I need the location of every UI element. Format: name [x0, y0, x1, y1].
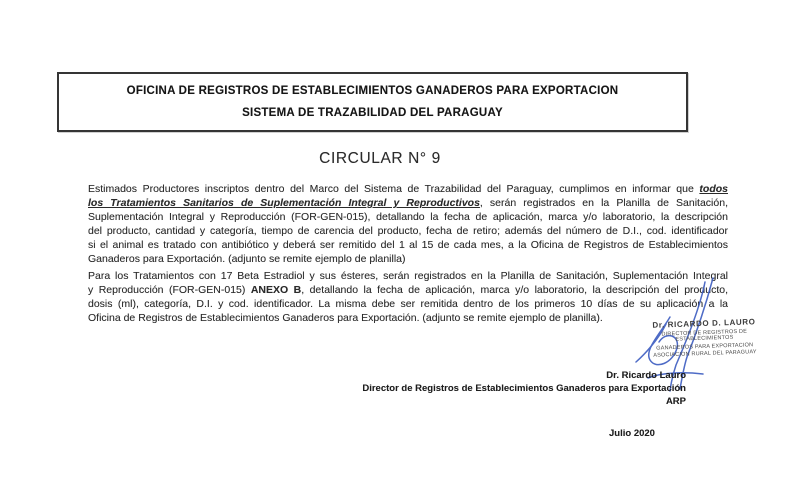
- paragraph-1-line-1: [88, 182, 728, 196]
- header-box: [57, 72, 688, 132]
- p2-l2-anexo-b: ANEXO B: [250, 284, 302, 296]
- p1-l2-text: , serán registrados en la Planilla de Sanitación,: [479, 197, 728, 209]
- paragraph-1-line-3: Suplementación Integral y Reproducción (FOR-GEN-015), detallando la fecha de aplicación, marca y/o laboratorio, la descripción: [88, 211, 728, 223]
- p2-l2-text-a: y Reproducción (FOR-GEN-015): [88, 284, 251, 296]
- paragraph-1-line-6: Ganaderos para Exportación. (adjunto se remite ejemplo de planilla): [88, 253, 406, 265]
- paragraph-2-line-4: Oficina de Registros de Establecimientos Ganaderos para Exportación. (adjunto se remite ejemplo de planilla).: [88, 312, 603, 324]
- paragraph-2-line-1: Para los Tratamientos con 17 Beta Estradiol y sus ésteres, serán registrados en la Planilla de Sanitación, Suplementación Integral: [88, 270, 728, 282]
- p2-l2-text-c: , detallando la fecha de aplicación, marca y/o laboratorio, la descripción del producto,: [301, 284, 728, 296]
- signer-org: ARP: [665, 396, 686, 407]
- director-stamp: [631, 317, 777, 361]
- circular-title: CIRCULAR N° 9: [319, 150, 441, 167]
- paragraph-1: [88, 182, 728, 266]
- header-system-line: SISTEMA DE TRAZABILIDAD DEL PARAGUAY: [242, 107, 503, 119]
- paragraph-1-line-4: del producto, cantidad y categoría, tiempo de carencia del producto, fecha de retiro; además del número de D.I., cod. identificador: [88, 225, 728, 237]
- p1-l1-text: Estimados Productores inscriptos dentro del Marco del Sistema de Trazabilidad del Paraguay, cumplimos en informar que: [88, 183, 700, 195]
- stamp-name: Dr. RICARDO D. LAURO: [652, 317, 756, 330]
- signer-name: Dr. Ricardo Lauro: [606, 370, 686, 381]
- paragraph-2-line-3: dosis (ml), categoría, D.I. y cod. identificador. La misma debe ser remitida dentro de los primeros 10 días de su aplicación a la: [88, 298, 728, 310]
- p1-l2-emphasis: los Tratamientos Sanitarios de Suplementación Integral y Reproductivos: [88, 197, 480, 209]
- header-office-line: OFICINA DE REGISTROS DE ESTABLECIMIENTOS GANADEROS PARA EXPORTACION: [126, 85, 619, 97]
- paragraph-1-line-5: si el animal es tratado con antibiótico y deberá ser remitido del 1 al 15 de cada mes, a la Oficina de Registros de Establecimientos: [88, 239, 728, 251]
- document-date: Julio 2020: [609, 428, 655, 439]
- paragraph-1-line-2: [88, 196, 728, 210]
- stamp-title-line: DIRECTOR DE REGISTROS DE ESTABLECIMIENTOS: [661, 328, 748, 343]
- signer-title: Director de Registros de Establecimientos Ganaderos para Exportación: [362, 383, 686, 394]
- stamp-org-line: GANADEROS PARA EXPORTACION: [656, 342, 754, 351]
- signer-block: [286, 369, 686, 408]
- p1-l1-emphasis: todos: [699, 183, 728, 195]
- stamp-association-line: ASOCIACION RURAL DEL PARAGUAY: [653, 349, 757, 359]
